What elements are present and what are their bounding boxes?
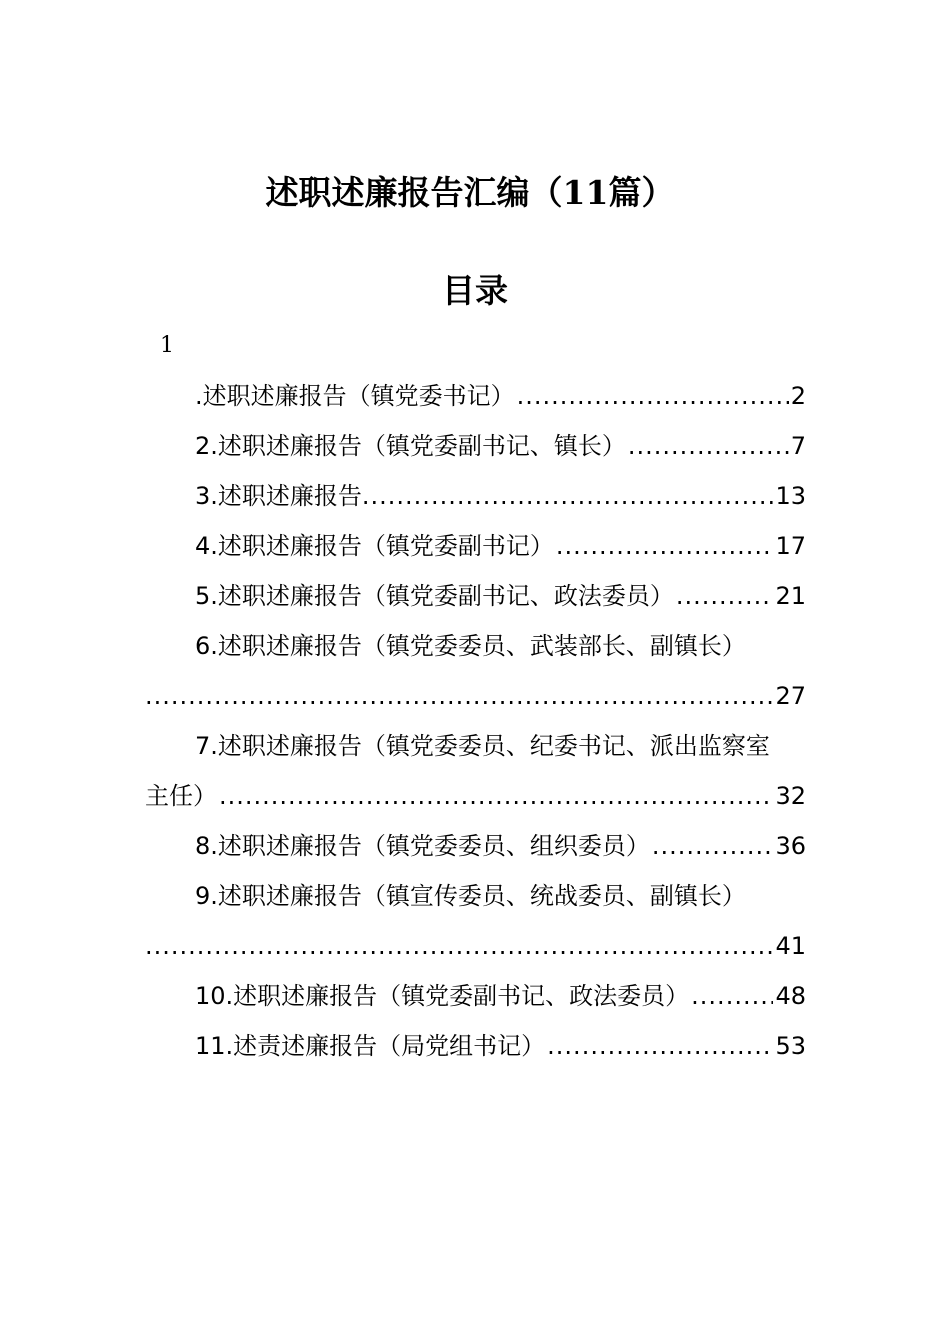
toc-entry-page: 21 — [775, 582, 806, 610]
toc-entry-title: 4.述职述廉报告（镇党委副书记） — [195, 532, 554, 560]
toc-entry-title: 7.述职述廉报告（镇党委委员、纪委书记、派出监察室 — [195, 732, 770, 760]
stray-page-number: 1 — [160, 333, 174, 358]
toc-entry-3[interactable] — [145, 471, 806, 521]
toc-entry-page: 53 — [775, 1032, 806, 1060]
toc-entry-page: 27 — [775, 682, 806, 710]
toc-entry-page: 48 — [775, 982, 806, 1010]
toc-leader-dots — [517, 371, 789, 421]
toc-leader-dots — [556, 521, 774, 571]
toc-entry-title: 5.述职述廉报告（镇党委副书记、政法委员） — [195, 582, 674, 610]
document-title: 述职述廉报告汇编（11篇） — [265, 173, 675, 212]
toc-entry-7-continuation[interactable] — [145, 771, 806, 821]
toc-entry-title: 2.述职述廉报告（镇党委副书记、镇长） — [195, 432, 626, 460]
table-of-contents — [145, 371, 806, 1071]
toc-leader-dots — [676, 571, 774, 621]
toc-entry-title: 8.述职述廉报告（镇党委委员、组织委员） — [195, 832, 650, 860]
toc-entry-title: 10.述职述廉报告（镇党委副书记、政法委员） — [195, 982, 690, 1010]
toc-entry-4[interactable] — [145, 521, 806, 571]
toc-leader-dots — [145, 921, 773, 971]
toc-leader-dots — [547, 1021, 773, 1071]
toc-entry-5[interactable] — [145, 571, 806, 621]
toc-entry-7[interactable] — [145, 721, 806, 771]
toc-entry-page: 32 — [775, 782, 806, 810]
toc-leader-dots — [628, 421, 789, 471]
toc-entry-6-continuation[interactable] — [145, 671, 806, 721]
toc-entry-9-continuation[interactable] — [145, 921, 806, 971]
toc-entry-title: 3.述职述廉报告 — [195, 482, 362, 510]
toc-entry-title: .述职述廉报告（镇党委书记） — [195, 382, 515, 410]
toc-entry-title: 9.述职述廉报告（镇宣传委员、统战委员、副镇长） — [195, 882, 746, 910]
toc-leader-dots — [691, 971, 773, 1021]
toc-entry-page: 13 — [775, 482, 806, 510]
toc-entry-page: 2 — [790, 382, 806, 410]
toc-entry-page: 36 — [775, 832, 806, 860]
toc-entry-page: 7 — [790, 432, 806, 460]
toc-entry-page: 41 — [775, 932, 806, 960]
toc-entry-11[interactable] — [145, 1021, 806, 1071]
toc-leader-dots — [652, 821, 774, 871]
toc-leader-dots — [362, 471, 774, 521]
toc-entry-9[interactable] — [145, 871, 806, 921]
toc-entry-8[interactable] — [145, 821, 806, 871]
toc-entry-title: 6.述职述廉报告（镇党委委员、武装部长、副镇长） — [195, 632, 746, 660]
toc-entry-10[interactable] — [145, 971, 806, 1021]
toc-entry-title-continuation: 主任） — [145, 782, 217, 810]
toc-entry-6[interactable] — [145, 621, 806, 671]
toc-entry-page: 17 — [775, 532, 806, 560]
toc-entry-title: 11.述责述廉报告（局党组书记） — [195, 1032, 546, 1060]
toc-leader-dots — [145, 671, 773, 721]
toc-entry-1[interactable] — [145, 371, 806, 421]
toc-leader-dots — [219, 771, 773, 821]
toc-heading: 目录 — [442, 271, 508, 310]
toc-entry-2[interactable] — [145, 421, 806, 471]
